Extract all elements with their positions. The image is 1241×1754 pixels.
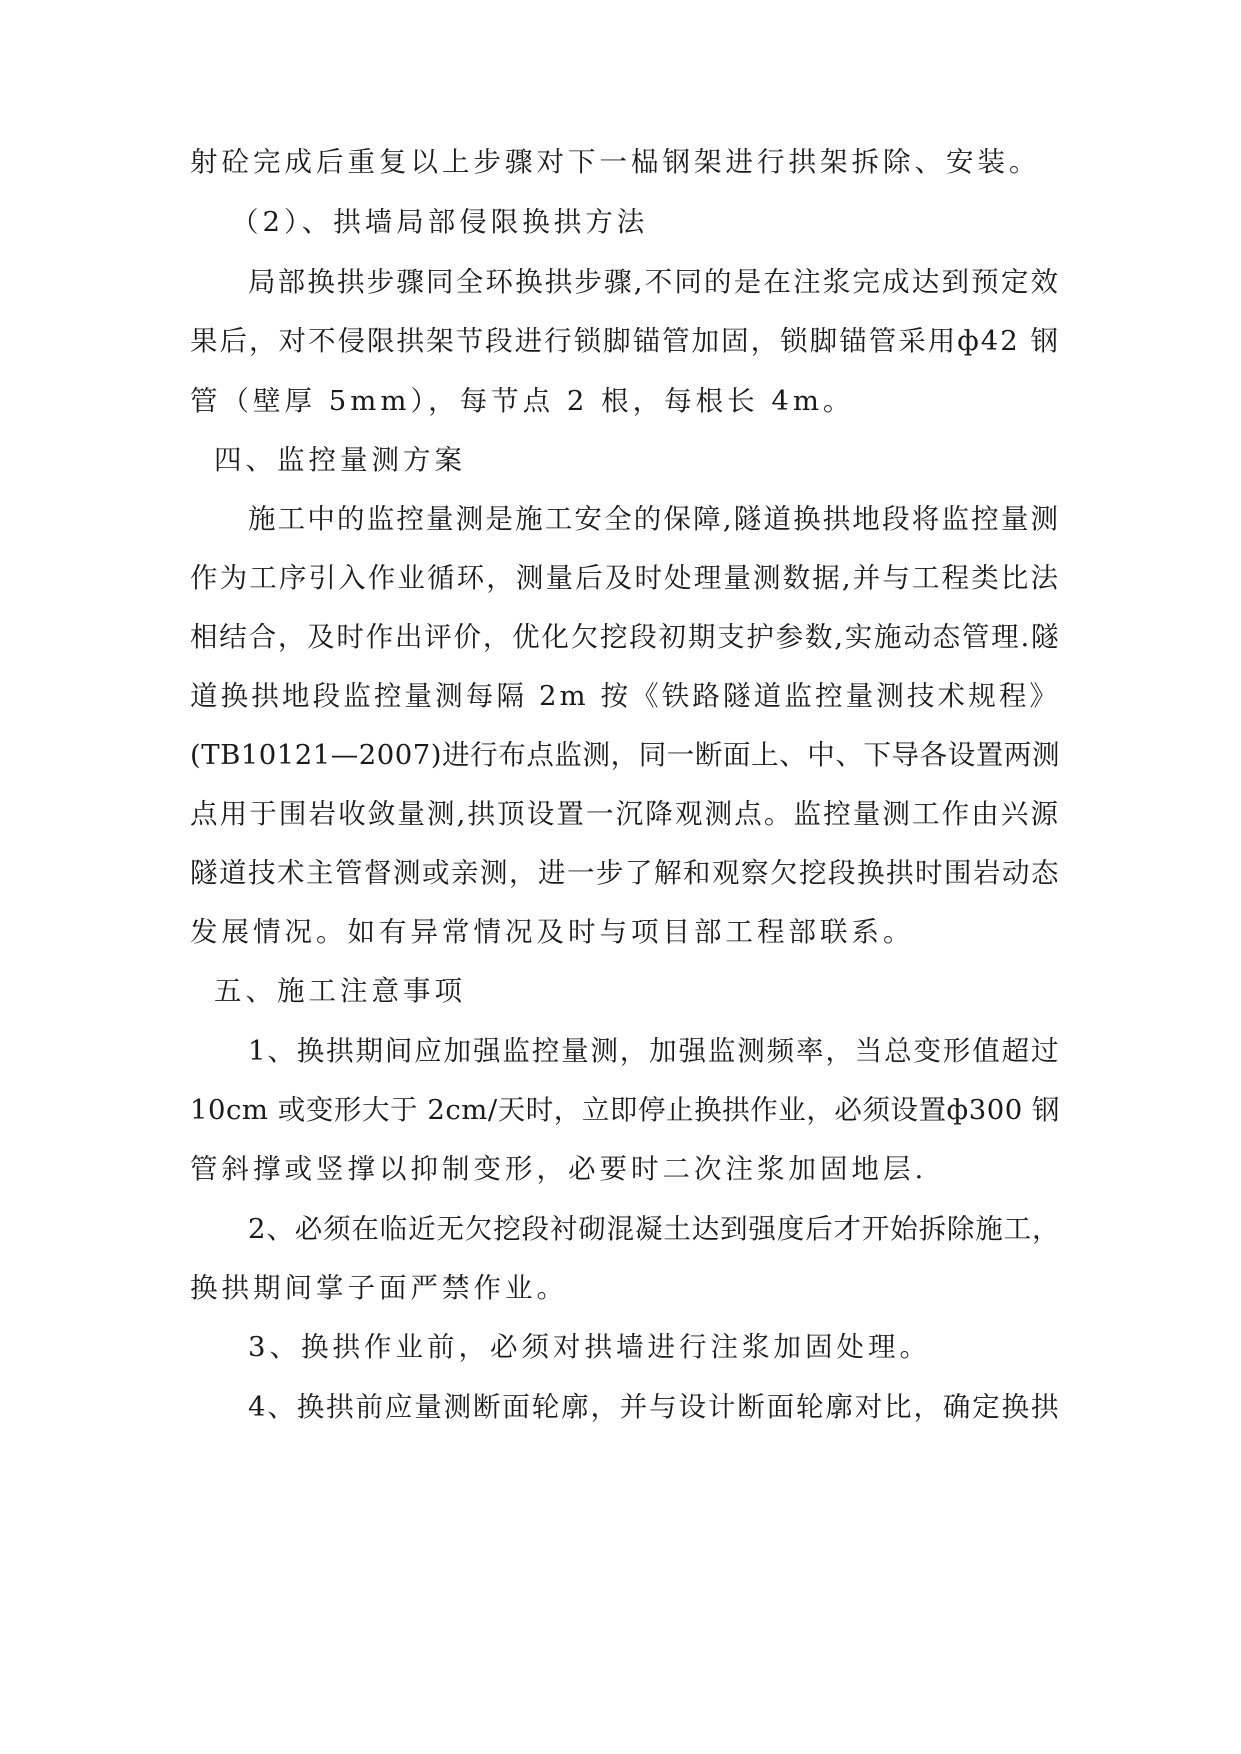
paragraph-line: 相结合，及时作出评价，优化欠挖段初期支护参数,实施动态管理.隧 [190,621,1060,653]
paragraph-line: 1、换拱期间应加强监控量测，加强监测频率，当总变形值超过 [248,1035,1060,1067]
paragraph-line: 管斜撑或竖撑以抑制变形，必要时二次注浆加固地层. [190,1153,928,1185]
paragraph-line: 3、换拱作业前，必须对拱墙进行注浆加固处理。 [248,1331,931,1363]
paragraph-line: 隧道技术主管督测或亲测，进一步了解和观察欠挖段换拱时围岩动态 [190,857,1060,889]
paragraph-line: 2、必须在临近无欠挖段衬砌混凝土达到强度后才开始拆除施工， [248,1213,1060,1245]
section-heading: 四、监控量测方案 [214,444,466,476]
paragraph-line: (TB10121—2007)进行布点监测，同一断面上、中、下导各设置两测 [190,739,1060,771]
section-subheading: （2）、拱墙局部侵限换拱方法 [231,206,649,238]
paragraph-line: 射砼完成后重复以上步骤对下一榀钢架进行拱架拆除、安装。 [190,146,1041,178]
paragraph-line: 4、换拱前应量测断面轮廓，并与设计断面轮廓对比，确定换拱 [248,1391,1060,1423]
paragraph-line: 10cm 或变形大于 2cm/天时，立即停止换拱作业，必须设置ф300 钢 [190,1094,1060,1126]
paragraph-line: 发展情况。如有异常情况及时与项目部工程部联系。 [190,916,915,948]
paragraph-line: 换拱期间掌子面严禁作业。 [190,1272,568,1304]
paragraph-line: 道换拱地段监控量测每隔 2m 按《铁路隧道监控量测技术规程》 [190,680,1060,712]
paragraph-line: 点用于围岩收敛量测,拱顶设置一沉降观测点。监控量测工作由兴源 [190,798,1060,830]
paragraph-line: 局部换拱步骤同全环换拱步骤,不同的是在注浆完成达到预定效 [248,266,1060,298]
paragraph-line: 作为工序引入作业循环，测量后及时处理量测数据,并与工程类比法 [190,562,1060,594]
paragraph-line: 施工中的监控量测是施工安全的保障,隧道换拱地段将监控量测 [248,503,1060,535]
paragraph-line: 管（壁厚 5mm），每节点 2 根，每根长 4m。 [190,385,855,417]
paragraph-line: 果后，对不侵限拱架节段进行锁脚锚管加固，锁脚锚管采用ф42 钢 [190,325,1060,357]
section-heading: 五、施工注意事项 [214,975,466,1007]
